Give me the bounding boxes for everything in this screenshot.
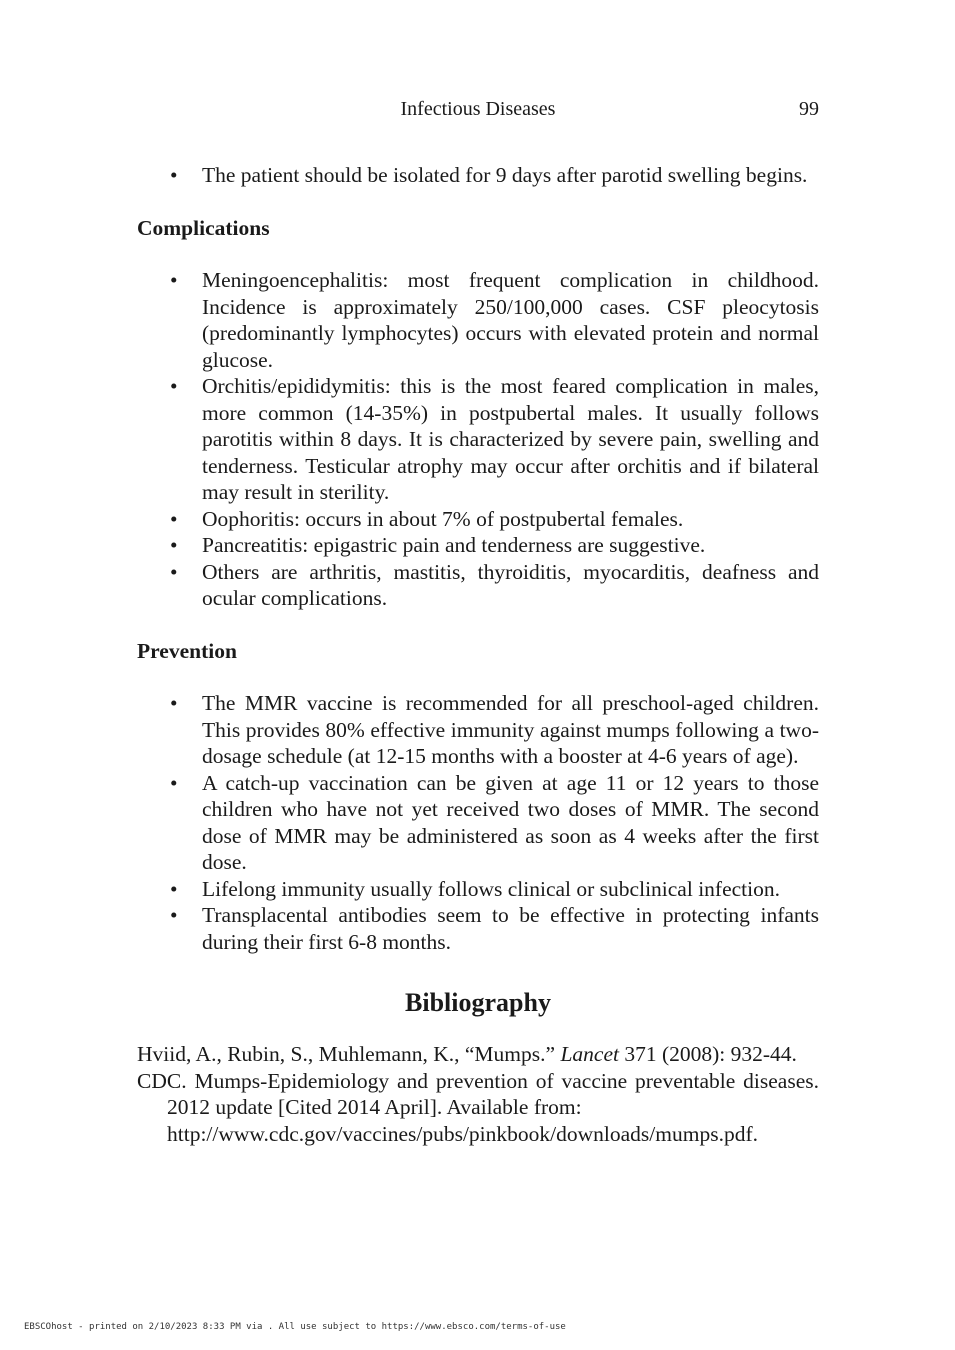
list-item: • Lifelong immunity usually follows clinical or subclinical infection. xyxy=(137,876,819,903)
running-head xyxy=(137,96,819,122)
bib-url: http://www.cdc.gov/vaccines/pubs/pinkbook/downloads/mumps.pdf. xyxy=(167,1121,758,1146)
list-item: • Oophoritis: occurs in about 7% of postpubertal females. xyxy=(137,506,819,533)
page-body xyxy=(137,162,819,1147)
bibliography-list xyxy=(137,1041,819,1147)
list-item: • Others are arthritis, mastitis, thyroiditis, myocarditis, deafness and ocular complications. xyxy=(137,559,819,612)
list-item: • The patient should be isolated for 9 days after parotid swelling begins. xyxy=(137,162,819,189)
print-footer: EBSCOhost - printed on 2/10/2023 8:33 PM via . All use subject to https://www.ebsco.com/terms-of-use xyxy=(24,1322,566,1332)
bibliography-entry xyxy=(137,1041,819,1068)
list-item: • Pancreatitis: epigastric pain and tenderness are suggestive. xyxy=(137,532,819,559)
list-item: • Meningoencephalitis: most frequent complication in childhood. Incidence is approximately 250/100,000 cases. CSF pleocytosis (predominantly lymphocytes) occurs with elevated protein and normal glucose. xyxy=(137,267,819,373)
list-item: • Transplacental antibodies seem to be effective in protecting infants during their first 6-8 months. xyxy=(137,902,819,955)
page-number: 99 xyxy=(799,98,819,120)
isolation-list xyxy=(137,162,819,189)
list-item: • A catch-up vaccination can be given at age 11 or 12 years to those children who have not yet received two doses of MMR. The second dose of MMR may be administered as soon as 4 weeks after the first dose. xyxy=(137,770,819,876)
section-heading-complications: Complications xyxy=(137,215,270,240)
list-item: • Orchitis/epididymitis: this is the most feared complication in males, more common (14-35%) in postpubertal males. It usually follows parotitis within 8 days. It is characterized by severe pain, swelling and tenderness. Testicular atrophy may occur after orchitis and if bilateral may result in sterility. xyxy=(137,373,819,506)
bib-citation: 371 (2008): 932-44. xyxy=(624,1042,797,1066)
section-heading-prevention: Prevention xyxy=(137,638,237,663)
bib-text: CDC. Mumps-Epidemiology and prevention of vaccine preventable diseases. 2012 update [Cited 2014 April]. Available from: xyxy=(137,1068,819,1119)
bib-journal: Lancet xyxy=(560,1042,619,1066)
bib-authors: Hviid, A., Rubin, S., Muhlemann, K., “Mumps.” xyxy=(137,1042,556,1066)
complications-list xyxy=(137,267,819,612)
bibliography-entry xyxy=(137,1068,819,1148)
prevention-list xyxy=(137,690,819,955)
bibliography-heading: Bibliography xyxy=(405,988,551,1017)
list-item: • The MMR vaccine is recommended for all preschool-aged children. This provides 80% effective immunity against mumps following a two-dosage schedule (at 12-15 months with a booster at 4-6 years of age). xyxy=(137,690,819,770)
running-head-title: Infectious Diseases xyxy=(400,98,556,120)
